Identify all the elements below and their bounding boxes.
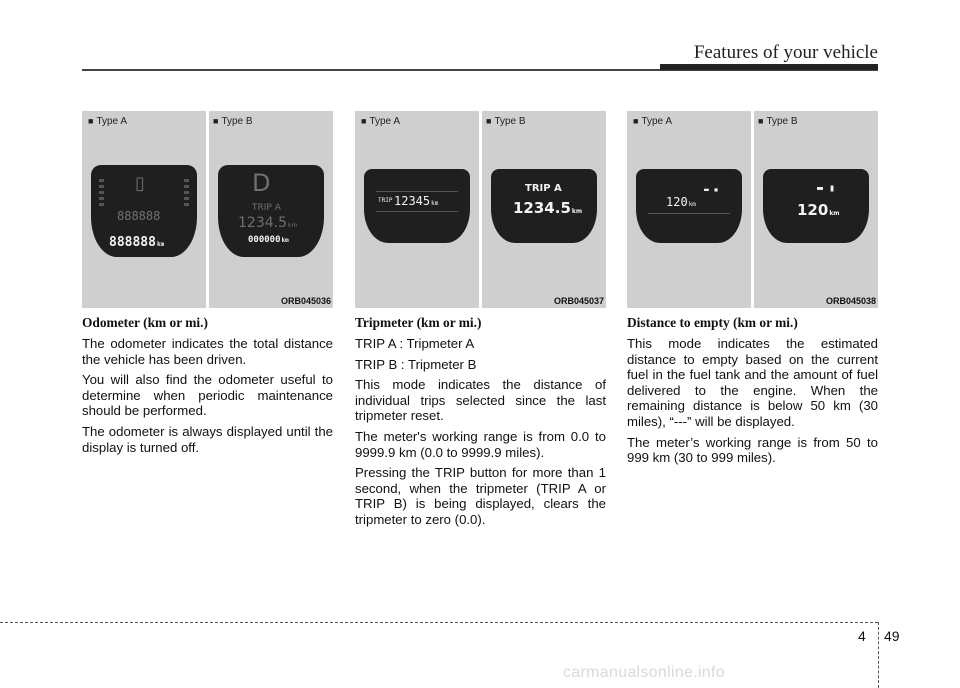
trip-label: TRIP A [525,183,562,194]
figure-type-b [209,111,333,308]
cluster-display [763,169,869,243]
trip-value: 12345km [394,194,439,208]
trip-a-definition: TRIP A : Tripmeter A [355,336,475,351]
car-fuel-icon: ▬ ▮ [817,183,836,194]
section-heading: Distance to empty (km or mi.) [627,315,798,330]
odometer-section [82,315,333,460]
odometer-reading: 000000km [248,235,289,245]
figure-type-a [355,111,479,308]
header-rule-accent [660,64,878,70]
car-fuel-icon: ▬ ▪ [704,185,719,194]
figure-code: ORB045038 [825,296,876,306]
figure-type-b [754,111,878,308]
paragraph: This mode indicates the distance of individual trips selected since the last tripmeter reset. [355,377,606,424]
figure-tripmeter [355,111,606,308]
type-a-label: Type A [96,116,128,127]
square-bullet-icon: ■ [633,116,639,126]
odometer-reading: 888888km [109,235,165,250]
square-bullet-icon: ■ [486,116,492,126]
trip-value: 1234.5km [238,215,298,231]
cluster-display [636,169,742,243]
footer-divider [878,622,879,688]
figure-code: ORB045036 [280,296,331,306]
figure-code: ORB045037 [553,296,604,306]
square-bullet-icon: ■ [88,116,94,126]
paragraph: The odometer indicates the total distance the vehicle has been driven. [82,336,333,367]
trip-label: TRIP A [252,203,281,213]
paragraph: This mode indicates the estimated distance to empty based on the current fuel in the fuel tank and the amount of fuel delivered to the engine. When the remaining distance is below 50 km (30 miles), “---” will be displayed. [627,336,878,429]
cluster-display [491,169,597,243]
tripmeter-section [355,315,606,533]
cluster-display [218,165,324,257]
footer-rule [0,622,878,623]
trip-b-definition: TRIP B : Tripmeter B [355,356,477,372]
gear-indicator-icon: ▯ [135,173,145,194]
figure-type-a [627,111,751,308]
cluster-display [91,165,197,257]
figure-type-b [482,111,606,308]
paragraph: The meter's working range is from 0.0 to 9999.9 km (0.0 to 9999.9 miles). [355,428,606,460]
figure-type-a [82,111,206,308]
paragraph: The meter’s working range is from 50 to 999 km (30 to 999 miles). [627,434,878,466]
distance-to-empty-section [627,315,878,471]
paragraph: The odometer is always displayed until the display is turned off. [82,423,333,455]
distance-value: 120km [666,195,696,209]
square-bullet-icon: ■ [361,116,367,126]
figure-odometer [82,111,333,308]
distance-value: 120km [797,201,840,219]
trip-placeholder-digits: 888888 [117,209,161,223]
trip-label: TRIP [378,197,393,204]
trip-value: 1234.5km [513,199,583,217]
page-number: 49 [884,628,900,644]
type-b-label: Type B [221,116,253,127]
type-b-label: Type B [494,116,526,127]
paragraph: Pressing the TRIP button for more than 1 second, when the tripmeter (TRIP A or TRIP B) is being displayed, clears the tripmeter to zero (0.0). [355,465,606,527]
header-section-title: Features of your vehicle [693,42,878,63]
type-a-label: Type A [641,116,673,127]
square-bullet-icon: ■ [758,116,764,126]
section-heading: Tripmeter (km or mi.) [355,315,482,330]
gear-position: D [252,169,271,197]
watermark: carmanualsonline.info [563,664,725,681]
type-a-label: Type A [369,116,401,127]
type-b-label: Type B [766,116,798,127]
cluster-display [364,169,470,243]
chapter-number: 4 [858,628,866,644]
square-bullet-icon: ■ [213,116,219,126]
paragraph: You will also find the odometer useful to determine when periodic maintenance should be performed. [82,372,333,419]
figure-distance-to-empty [627,111,878,308]
section-heading: Odometer (km or mi.) [82,315,208,330]
